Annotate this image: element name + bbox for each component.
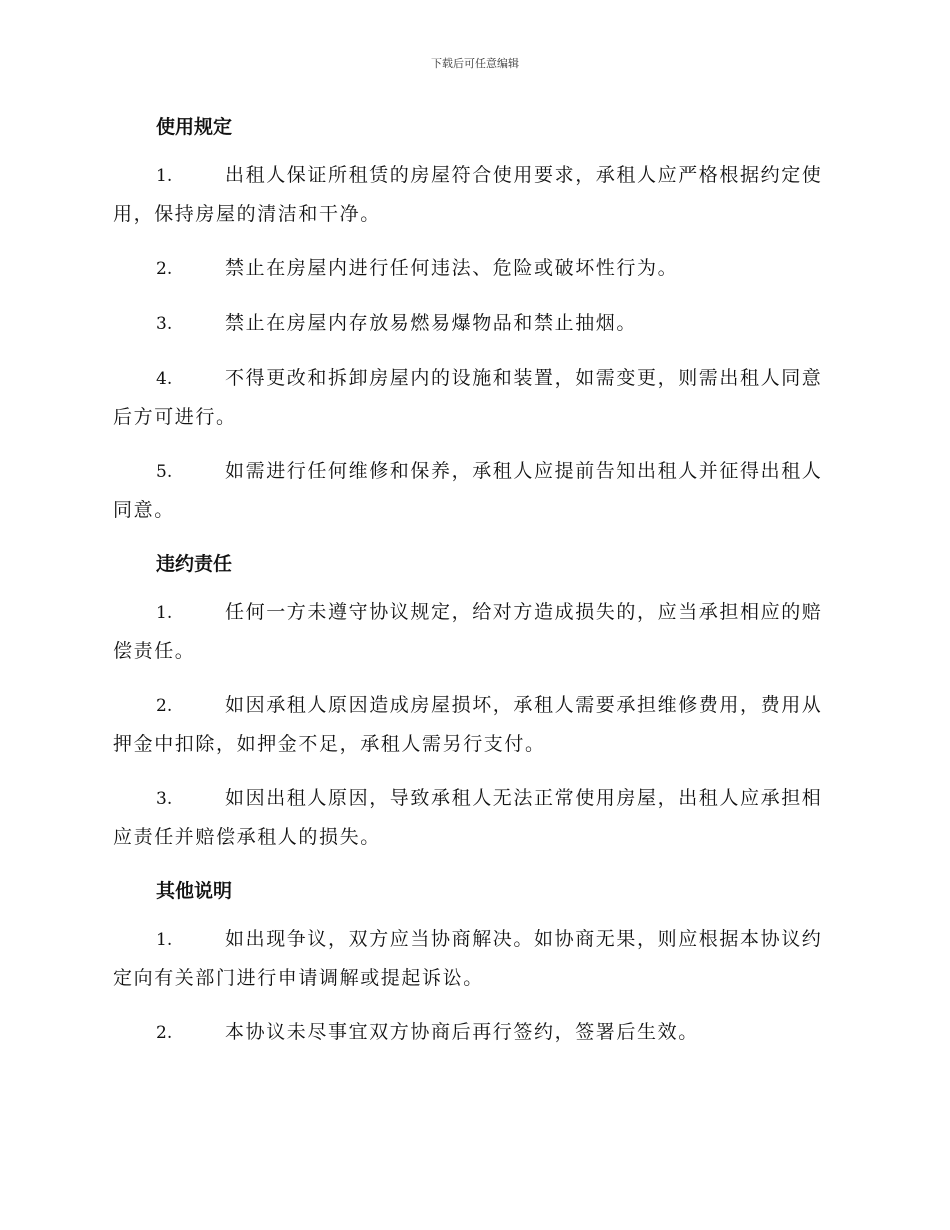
- list-item: [113, 304, 833, 343]
- item-number: 1.: [156, 930, 173, 950]
- list-item: [113, 593, 833, 670]
- section-usage-rules: [113, 108, 833, 529]
- section-other-notes: [113, 872, 833, 1052]
- item-number: 4.: [156, 369, 173, 389]
- item-text: 本协议未尽事宜双方协商后再行签约，签署后生效。: [225, 1021, 699, 1043]
- list-item: [113, 779, 833, 856]
- item-number: 2.: [156, 259, 173, 279]
- item-number: 3.: [156, 789, 173, 809]
- item-number: 5.: [156, 462, 173, 482]
- item-text: 出租人保证所租赁的房屋符合使用要求，承租人应严格根据约定使用，保持房屋的清洁和干净。: [113, 164, 823, 225]
- item-number: 1.: [156, 603, 173, 623]
- list-item: [113, 1013, 833, 1052]
- item-number: 1.: [156, 166, 173, 186]
- list-item: [113, 686, 833, 763]
- item-text: 如出现争议，双方应当协商解决。如协商无果，则应根据本协议约定向有关部门进行申请调解或提起诉讼。: [113, 928, 823, 989]
- item-number: 2.: [156, 696, 173, 716]
- section-breach-liability: [113, 545, 833, 856]
- item-text: 禁止在房屋内进行任何违法、危险或破坏性行为。: [225, 257, 679, 279]
- item-text: 如因出租人原因，导致承租人无法正常使用房屋，出租人应承担相应责任并赔偿承租人的损失。: [113, 787, 823, 848]
- document-body: [113, 108, 833, 1068]
- section-heading: 违约责任: [156, 553, 233, 575]
- section-heading: 使用规定: [156, 116, 233, 138]
- list-item: [113, 452, 833, 529]
- list-item: [113, 156, 833, 233]
- item-text: 如需进行任何维修和保养，承租人应提前告知出租人并征得出租人同意。: [113, 460, 823, 521]
- item-text: 任何一方未遵守协议规定，给对方造成损失的，应当承担相应的赔偿责任。: [113, 601, 823, 662]
- section-heading: 其他说明: [156, 880, 233, 902]
- item-number: 2.: [156, 1023, 173, 1043]
- item-text: 不得更改和拆卸房屋内的设施和装置，如需变更，则需出租人同意后方可进行。: [113, 367, 823, 428]
- list-item: [113, 359, 833, 436]
- item-text: 禁止在房屋内存放易燃易爆物品和禁止抽烟。: [225, 312, 638, 334]
- page-header: 下载后可任意编辑: [431, 57, 519, 70]
- list-item: [113, 249, 833, 288]
- list-item: [113, 920, 833, 997]
- item-number: 3.: [156, 314, 173, 334]
- item-text: 如因承租人原因造成房屋损坏，承租人需要承担维修费用，费用从押金中扣除，如押金不足，承租人需另行支付。: [113, 694, 823, 755]
